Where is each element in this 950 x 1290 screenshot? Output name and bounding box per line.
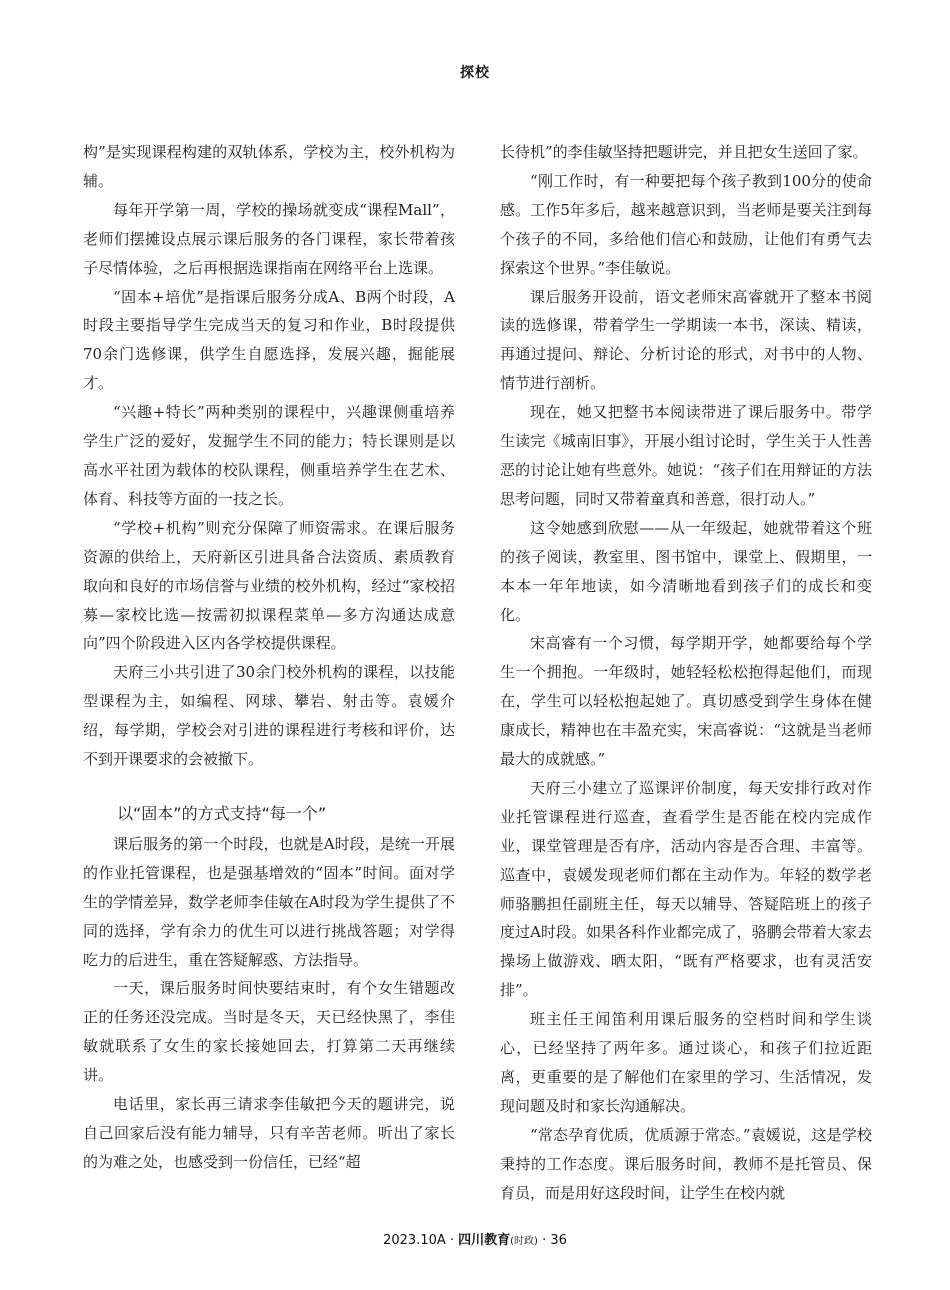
issue-date: 2023.10A · [383,1233,454,1248]
paragraph: 天府三小共引进了30余门校外机构的课程，以技能型课程为主，如编程、网球、攀岩、射击等。袁媛介绍，每学期，学校会对引进的课程进行考核和评价，达不到开课要求的会被撤下。 [83,663,455,769]
section-heading: 以“固本”的方式支持“每一个” [117,803,327,823]
paragraph: “常态孕育优质，优质源于常态。”袁媛说，这是学校秉持的工作态度。课后服务时间，教师不是托管员、保育员，而是用好这段时间，让学生在校内就 [500,1125,872,1202]
paragraph: 一天，课后服务时间快要结束时，有个女生错题改正的任务还没完成。当时是冬天，天已经快黑了，李佳敏就联系了女生的家长接她回去，打算第二天再继续讲。 [83,979,455,1085]
paragraph: 长待机”的李佳敏坚持把题讲完，并且把女生送回了家。 [500,143,868,161]
paragraph: “固本+培优”是指课后服务分成A、B两个时段，A时段主要指导学生完成当天的复习和作业，B时段提供70余门选修课，供学生自愿选择，发展兴趣，掘能展才。 [83,287,455,393]
paragraph: 班主任王闻笛利用课后服务的空档时间和学生谈心，已经坚持了两年多。通过谈心，和孩子们拉近距离，更重要的是了解他们在家里的学习、生活情况，发现问题及时和家长沟通解决。 [500,1010,872,1115]
left-column [83,138,455,1177]
paragraph: 课后服务的第一个时段，也就是A时段，是统一开展的作业托管课程，也是强基增效的“固本”时间。面对学生的学情差异，数学老师李佳敏在A时段为学生提供了不同的选择，学有余力的优生可以进行挑战答题；对学得吃力的后进生，重在答疑解惑、方法指导。 [83,834,455,969]
paragraph: 现在，她又把整书本阅读带进了课后服务中。带学生读完《城南旧事》，开展小组讨论时，学生关于人性善恶的讨论让她有些意外。她说：“孩子们在用辩证的方法思考问题，同时又带着童真和善意，很打动人。” [500,403,872,508]
magazine-edition: (时政) [510,1236,538,1247]
paragraph: “兴趣+特长”两种类别的课程中，兴趣课侧重培养学生广泛的爱好，发掘学生不同的能力；特长课则是以高水平社团为载体的校队课程，侧重培养学生在艺术、体育、科技等方面的一技之长。 [83,403,455,508]
paragraph: “刚工作时，有一种要把每个孩子教到100分的使命感。工作5年多后，越来越意识到，当老师是要关注到每个孩子的不同，多给他们信心和鼓励，让他们有勇气去探索这个世界。”李佳敏说。 [500,171,872,277]
paragraph: 构”是实现课程构建的双轨体系，学校为主，校外机构为辅。 [83,143,455,190]
paragraph: 天府三小建立了巡课评价制度，每天安排行政对作业托管课程进行巡查，查看学生是否能在校内完成作业，课堂管理是否有序，活动内容是否合理、丰富等。巡查中，袁媛发现老师们都在主动作为。年轻的数学老师骆鹏担任副班主任，每天以辅导、答疑陪班上的孩子度过A时段。如果各科作业都完成了，骆鹏会带着大家去操场上做游戏、晒太阳，“既有严格要求，也有灵活安排”。 [500,778,872,1000]
page-footer [0,1229,950,1248]
paragraph: 这令她感到欣慰——从一年级起，她就带着这个班的孩子阅读，教室里、图书馆中，课堂上、假期里，一本本一年年地读，如今清晰地看到孩子们的成长和变化。 [500,518,872,624]
paragraph: “学校+机构”则充分保障了师资需求。在课后服务资源的供给上，天府新区引进具备合法资质、素质教育取向和良好的市场信誉与业绩的校外机构，经过“家校招募—家校比选—按需初拟课程菜单—多方沟通达成意向”四个阶段进入区内各学校提供课程。 [83,518,455,653]
right-column [500,138,872,1208]
paragraph: 课后服务开设前，语文老师宋高睿就开了整本书阅读的选修课，带着学生一学期读一本书，深读、精读，再通过提问、辩论、分析讨论的形式，对书中的人物、情节进行剖析。 [500,287,872,393]
paragraph: 宋高睿有一个习惯，每学期开学，她都要给每个学生一个拥抱。一年级时，她轻轻松松抱得起他们，而现在，学生可以轻松抱起她了。真切感受到学生身体在健康成长，精神也在丰盈充实，宋高睿说：“这就是当老师最大的成就感。” [500,634,872,769]
page-number: · 36 [542,1233,567,1248]
magazine-logo: 四川教育 [458,1233,511,1248]
paragraph: 电话里，家长再三请求李佳敏把今天的题讲完，说自己回家后没有能力辅导，只有辛苦老师。听出了家长的为难之处，也感受到一份信任，已经“超 [83,1095,455,1171]
section-header: 探校 [460,65,490,81]
paragraph: 每年开学第一周，学校的操场就变成“课程Mall”，老师们摆摊设点展示课后服务的各门课程，家长带着孩子尽情体验，之后再根据选课指南在网络平台上选课。 [83,200,455,277]
